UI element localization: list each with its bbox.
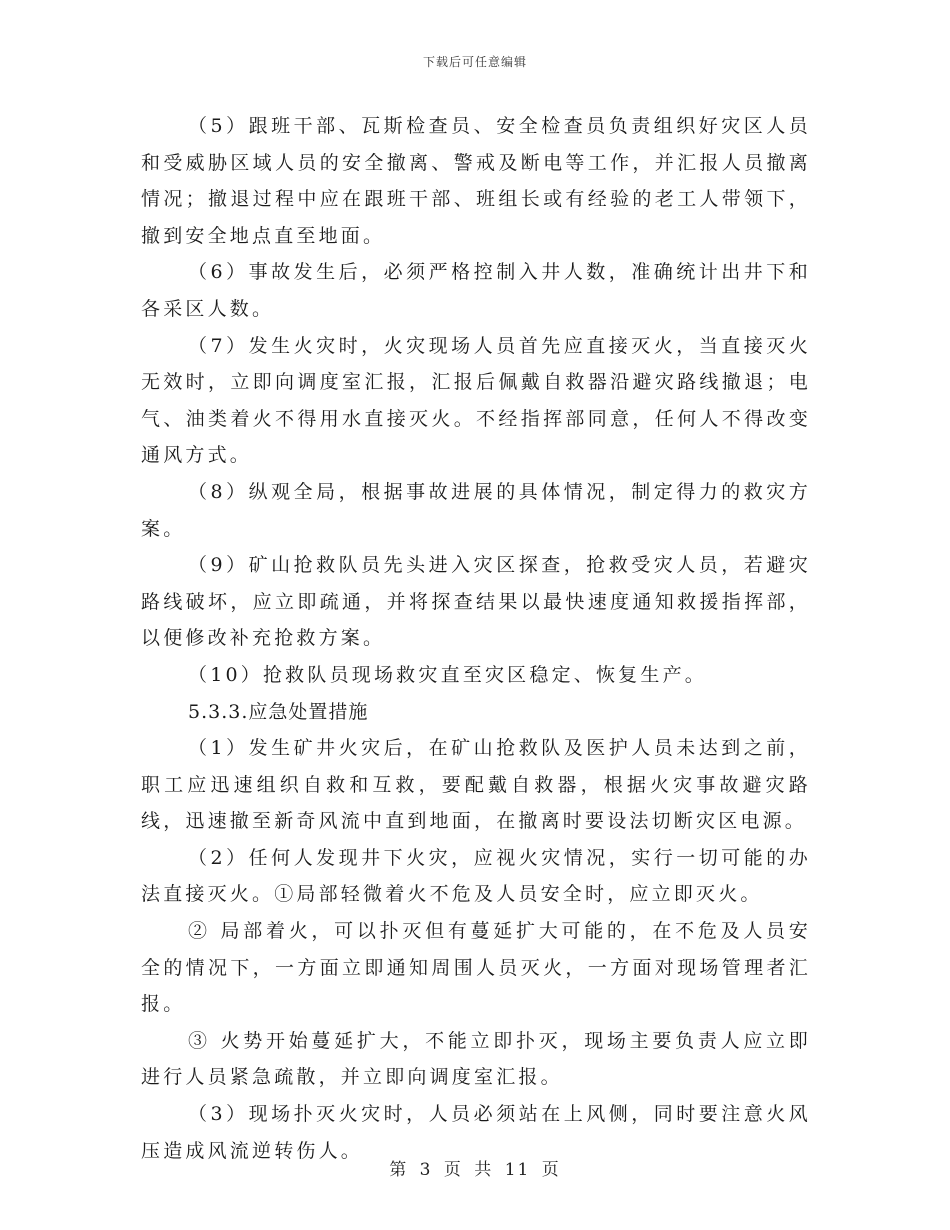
paragraph-2-direct-extinguish: （2）任何人发现井下火灾，应视火灾情况，实行一切可能的办法直接灭火。①局部轻微着火不危及人员安全时，应立即灭火。 xyxy=(141,846,811,906)
paragraph-9-rescue-team-exploration: （9）矿山抢救队员先头进入灾区探查，抢救受灾人员，若避灾路线破坏，应立即疏通，并将探查结果以最快速度通知救援指挥部，以便修改补充抢救方案。 xyxy=(141,554,811,650)
paragraph-8-rescue-plan: （8）纵观全局，根据事故进展的具体情况，制定得力的救灾方案。 xyxy=(141,480,811,540)
paragraph-3-upwind-position: （3）现场扑灭火灾时，人员必须站在上风侧，同时要注意火风压造成风流逆转伤人。 xyxy=(141,1103,811,1162)
paragraph-10-restore-production: （10）抢救队员现场救灾直至灾区稳定、恢复生产。 xyxy=(188,663,707,686)
section-heading-5-3-3: 5.3.3.应急处置措施 xyxy=(188,700,369,723)
page-number-footer: 第 3 页 共 11 页 xyxy=(389,1160,561,1180)
paragraph-7-fire-response: （7）发生火灾时，火灾现场人员首先应直接灭火，当直接灭火无效时，立即向调度室汇报，汇报后佩戴自救器沿避灾路线撤退；电气、油类着火不得用水直接灭火。不经指挥部同意，任何人不得改变通风方式。 xyxy=(141,334,811,467)
paragraph-fire-expanding: ③ 火势开始蔓延扩大，不能立即扑灭，现场主要负责人应立即进行人员紧急疏散，并立即向调度室汇报。 xyxy=(141,1029,811,1089)
page-header: 下载后可任意编辑 xyxy=(422,55,527,69)
paragraph-5-evacuation-duties: （5）跟班干部、瓦斯检查员、安全检查员负责组织好灾区人员和受威胁区域人员的安全撤离、警戒及断电等工作，并汇报人员撤离情况；撤退过程中应在跟班干部、班组长或有经验的老工人带领下，撤到安全地点直至地面。 xyxy=(141,115,811,247)
paragraph-6-personnel-control: （6）事故发生后，必须严格控制入井人数，准确统计出井下和各采区人数。 xyxy=(141,261,811,320)
paragraph-local-fire-spreading: ② 局部着火，可以扑灭但有蔓延扩大可能的，在不危及人员安全的情况下，一方面立即通知周围人员灭火，一方面对现场管理者汇报。 xyxy=(141,920,811,1016)
paragraph-1-self-rescue: （1）发生矿井火灾后，在矿山抢救队及医护人员未达到之前，职工应迅速组织自救和互救，要配戴自救器，根据火灾事故避灾路线，迅速撤至新奇风流中直到地面，在撤离时要设法切断灾区电源。 xyxy=(141,737,811,833)
document-body xyxy=(141,108,811,1169)
